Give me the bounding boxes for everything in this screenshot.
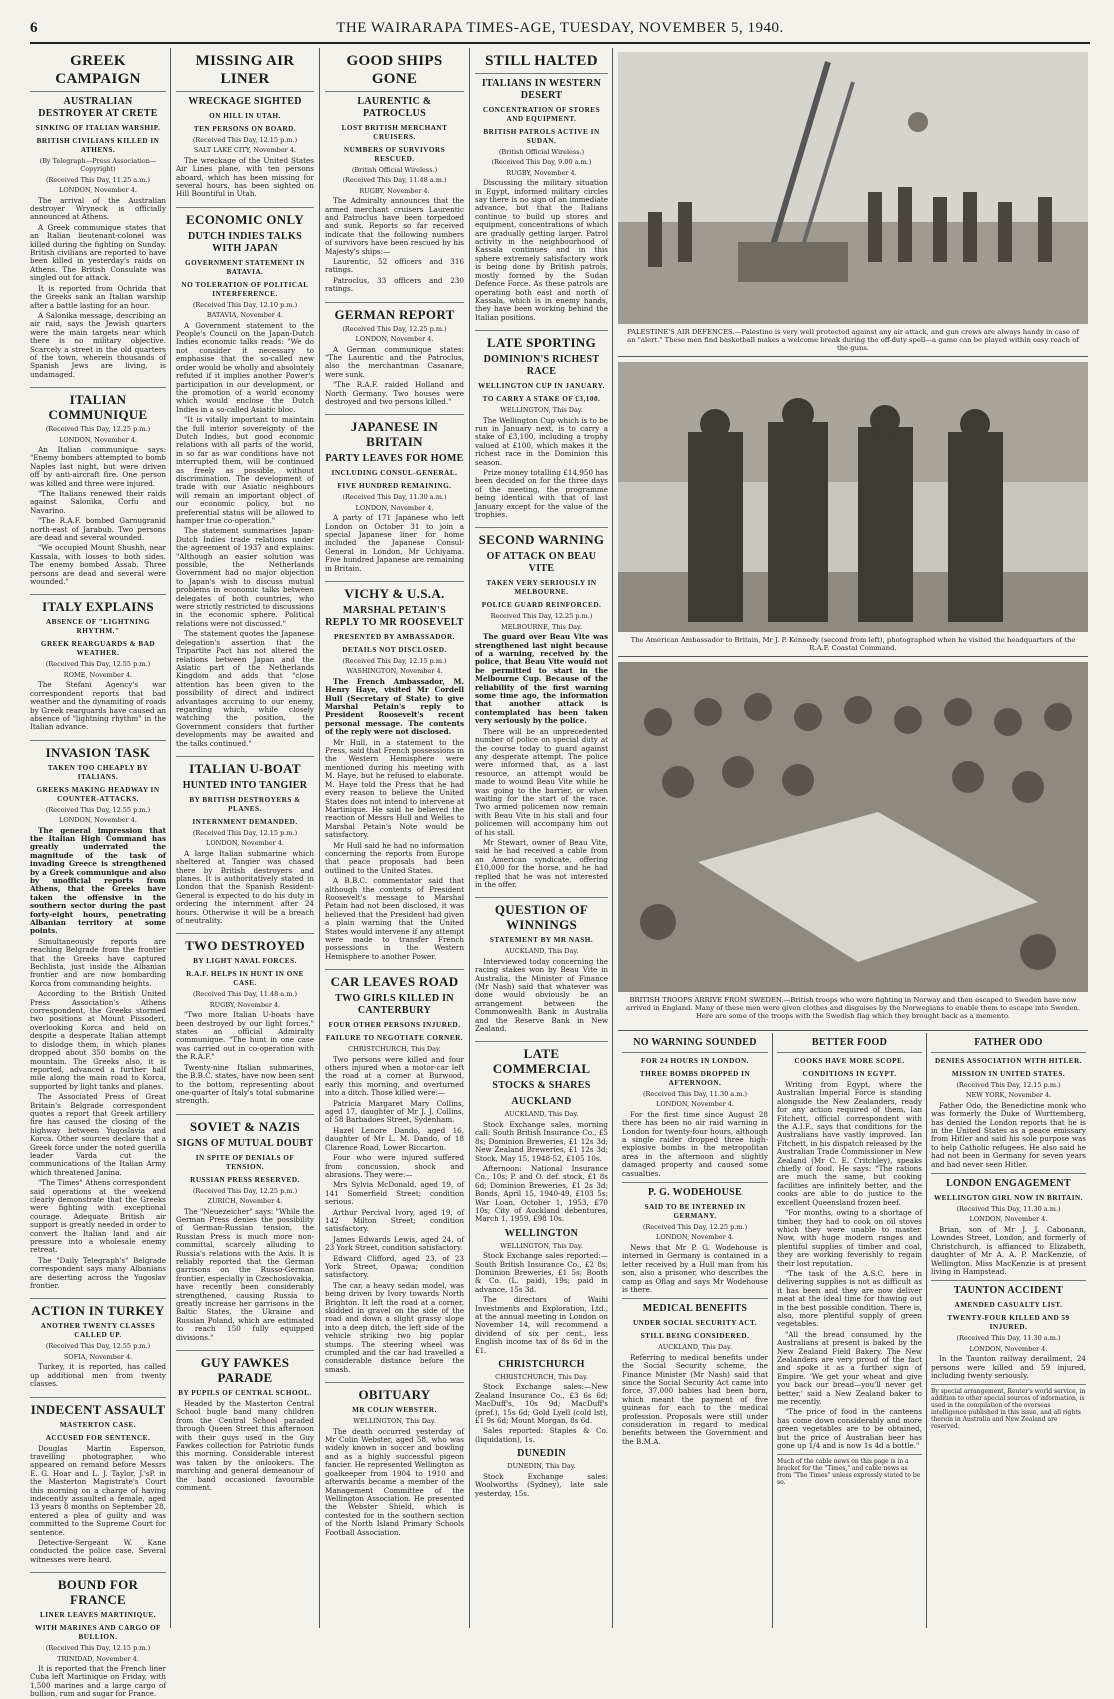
received-line: (Received This Day, 12.55 p.m.): [45, 805, 151, 814]
subheadline: FAILURE TO NEGOTIATE CORNER.: [325, 1034, 464, 1043]
subheadline: STOCKS & SHARES: [492, 1080, 591, 1092]
headline: GREEK CAMPAIGN: [30, 52, 166, 92]
subheadline: AMENDED CASUALTY LIST.: [954, 1301, 1063, 1310]
subheadline: TWENTY-FOUR KILLED AND 59 INJURED.: [947, 1314, 1070, 1332]
paragraph: Twenty-nine Italian submarines, the B.B.C. states, have now been sent to the bottom, representing about one-quarter of Italy's total submarine strength.: [176, 1062, 314, 1106]
headline: BOUND FOR FRANCE: [30, 1572, 166, 1607]
paragraph: Headed by the Masterton Central School bugle band many children from the Central School paraded through Queen Street this afternoon with their guys used in the Guy Fawkes collection for Patriotic funds this morning. Considerable interest was taken by the onlookers. The marching and general demeanour of the band occasioned favourable comment.: [176, 1399, 314, 1493]
subheadline: GREEK REARGUARDS & BAD WEATHER.: [40, 640, 156, 658]
paragraph: James Edwards Lewis, aged 24, of 23 York Street, condition satisfactory.: [325, 1234, 464, 1253]
photo-british-troops-image: [618, 662, 1088, 992]
paragraph: The "Daily Telegraph's" Belgrade correspondent says many Albanians are deserting across the Yugoslav frontier.: [30, 1255, 166, 1291]
headline: ITALIAN COMMUNIQUE: [30, 387, 166, 422]
subheadline: WITH MARINES AND CARGO OF BULLION.: [35, 1624, 161, 1642]
dateline: LONDON, November 4.: [656, 1100, 734, 1109]
subheadline: TWO GIRLS KILLED IN CANTERBURY: [335, 993, 454, 1017]
headline: LATE SPORTING: [475, 330, 608, 350]
paragraph: Father Odo, the Benedictine monk who was formerly the Duke of Wurttemberg, has denied the London reports that he is in the United States as a peace emissary from Hitler and said his sole purpose was to help Catholic refugees. He also said he had not been in Germany for seven years and had never seen Hitler.: [931, 1100, 1086, 1169]
dateline: RUGBY, November 4.: [506, 168, 577, 177]
paragraph: The directors of Waihi Investments and Exploration, Ltd., at the annual meeting in London on November 14, will recommend a dividend of six per cent., less English income tax of 8s 6d in the £1.: [475, 1295, 608, 1355]
received-line: (Received This Day, 11.48 a.m.): [193, 990, 297, 999]
received-line: (Received This Day, 12.15 p.m.): [956, 1081, 1061, 1089]
photo-british-troops-from-sweden: [618, 662, 1088, 992]
subheadline: SAID TO BE INTERNED IN GERMANY.: [644, 1203, 746, 1221]
headline: LATE COMMERCIAL: [475, 1041, 608, 1076]
page-number: 6: [30, 20, 38, 36]
column-father-odo: [931, 1033, 1086, 1623]
masthead: [30, 18, 1090, 44]
subheadline: WELLINGTON CUP IN JANUARY.: [478, 382, 605, 391]
paragraph: Mrs Sylvia McDonald, aged 19, of 141 Somerfield Street; condition serious.: [325, 1180, 464, 1207]
dateline: LONDON, November 4.: [969, 1344, 1048, 1353]
dateline: MELBOURNE, This Day.: [501, 622, 582, 631]
paragraph: Writing from Egypt, where the Australian Imperial Force is standing alongside the New Zealanders, ready for any action required of them, Ian Fitchett, official correspondent with the A.I.F., says that conditions for the Australians have vastly improved. Ian Fitchett, in his dispatch released by the Australian Trade Commissioner in New Zealand (Mr C. E. Critchley), speaks chiefly of food. He says: "The rations are much the same, but cooking facilities are infinitely better, and the cooks are able to do justice to the excellent Queensland frozen beef.: [777, 1080, 922, 1207]
dateline: RUGBY, November 4.: [209, 1000, 281, 1009]
subheadline: IN SPITE OF DENIALS OF TENSION.: [195, 1153, 295, 1171]
received-line: (Received This Day, 11.25 a.m.): [46, 175, 150, 184]
paragraph: A large Italian submarine which sheltered at Tangier was chased there by British destroyers and planes. It is authoritatively stated in London that the Spanish Resident-General is expected to do his duty in ordering the internment after 24 hours. Otherwise it will be a breach of neutrality.: [176, 848, 314, 926]
dateline: LONDON, November 4.: [969, 1215, 1048, 1224]
subheadline: NO TOLERATION OF POLITICAL INTERFERENCE.: [181, 280, 309, 298]
paragraph: It is reported from Ochrida that the Greeks sank an Italian warship after a battle lasting for an hour.: [30, 283, 166, 310]
subheadline: MASTERTON CASE.: [59, 1420, 137, 1429]
paragraph: Arthur Percival Ivory, aged 19, of 142 Milton Street; condition satisfactory.: [325, 1207, 464, 1234]
paragraph: A Salonika message, describing an air raid, says the Jewish quarters were the main targets near which there is no military objective. Scarcely a street in the old quarters of the town, wherein thousands of Spanish Jews are living, is undamaged.: [30, 310, 166, 379]
paragraph: Patricia Margaret Mary Collins, aged 17, daughter of Mr J. J. Collins, of 58 Barbadoes Street, Sydenham.: [325, 1098, 464, 1125]
paragraph: The wreckage of the United States Air Lines plane, with ten persons aboard, which has been missing for several hours, has been sighted on Hill Bountiful in Utah.: [176, 155, 314, 199]
paragraph: A B.B.C. commentator said that although the contents of President Roosevelt's message to Marshal Petain had not been disclosed, it was believed that the President had given a plain warning that the United States would intervene if any attempt were made to transfer French possessions in the Western Hemisphere to another Power.: [325, 876, 464, 961]
paragraph: Four who were injured suffered from concussion, shock and abrasions. They were:—: [325, 1153, 464, 1179]
paragraph: News that Mr P. G. Wodehouse is interned in Germany is contained in a letter received by a Hull man from his son, also a prisoner, who describes the camp as Oflag and says Mr Wodehouse is there.: [622, 1242, 768, 1294]
headline: INVASION TASK: [30, 740, 166, 760]
subheadline: LOST BRITISH MERCHANT CRUISERS.: [341, 124, 448, 141]
subheadline: ITALIANS IN WESTERN DESERT: [481, 78, 602, 101]
received-line: (Received This Day, 12.15 p.m.): [192, 136, 298, 144]
dateline: LONDON, November 4.: [355, 335, 434, 344]
paragraph: A German communique states: "The Laurentic and the Patroclus, also the merchantman Casanare, were sunk.: [325, 344, 464, 379]
subheadline: TEN PERSONS ON BOARD.: [193, 125, 297, 133]
received-line: (Received This Day, 12.55 p.m.): [45, 660, 151, 669]
headline: CAR LEAVES ROAD: [325, 969, 464, 989]
dateline: AUCKLAND, This Day.: [658, 1343, 732, 1352]
subheadline: BRITISH CIVILIANS KILLED IN ATHENS.: [36, 137, 160, 154]
subheadline: PARTY LEAVES FOR HOME: [325, 453, 464, 465]
column-rule: [170, 48, 171, 1628]
dateline: NEW YORK, November 4.: [965, 1091, 1052, 1100]
headline: FATHER ODO: [931, 1037, 1086, 1053]
headline: LONDON ENGAGEMENT: [931, 1173, 1086, 1190]
photo-american-ambassador: [618, 362, 1088, 632]
subheadline: DOMINION'S RICHEST RACE: [483, 354, 600, 378]
dateline: SALT LAKE CITY, November 4.: [193, 146, 297, 155]
paragraph: Hazel Lenore Dando, aged 16, daughter of Mr L. M. Dando, of 18 Clarence Road, Lower Riccarton.: [325, 1125, 464, 1152]
dateline: LONDON, November 4.: [59, 816, 137, 825]
paragraph: "The R.A.F. raided Holland and North Germany. Two houses were destroyed and two persons killed.": [325, 380, 464, 406]
subheadline: WRECKAGE SIGHTED: [188, 96, 302, 107]
credit-line: (British Official Wireless.): [351, 166, 438, 174]
paragraph: According to the British United Press Association's Athens correspondent, the Greeks stormed two positions at Mount Pissoderi, overlooking Korca and held on despite a desperate Italian attempt to dislodge them, in which planes dropped about 350 bombs on the mountain. The Greeks also, it is reported, advanced a further half mile along the main road to Korca, supported by light tanks and planes.: [30, 989, 166, 1091]
headline: SOVIET & NAZIS: [176, 1114, 314, 1134]
paragraph: Two persons were killed and four others injured when a motor-car left the road at a corner at Burwood, early this morning, and overturned into a ditch. Those killed were:—: [325, 1054, 464, 1098]
paragraph: "The R.A.F. bombed Garnugranid north-east of Jarabub. Two persons are dead and several wounded.: [30, 516, 166, 543]
column-no-warning-sounded: [622, 1033, 768, 1623]
subheadline: TAKEN TOO CHEAPLY BY ITALIANS.: [47, 763, 149, 781]
paragraph: An Italian communique says: "Enemy bombers attempted to bomb Naples last night, but were driven off by anti-aircraft fire. One person was killed and three were injured.: [30, 444, 166, 488]
subheadline: WELLINGTON GIRL NOW IN BRITAIN.: [933, 1194, 1084, 1203]
paragraph: "All the bread consumed by the Australians at present is baked by the New Zealand Field Bakery. The New Zealanders are very proud of the fact and spoke it as a further sign of Empire. 'We get your wheat and give you back our bread—you'll never get better,' said a New Zealand baker to me recently.: [777, 1329, 922, 1407]
subheadline: R.A.F. HELPS IN HUNT IN ONE CASE.: [186, 970, 304, 988]
paragraph: A Greek communique states that an Italian lieutenant-colonel was killed during the fighting on Sunday. British civilians are reported to have been killed in yesterday's raids on Athens. The British Consulate was singled out for attack.: [30, 222, 166, 283]
credit-line: (British Official Wireless.): [498, 148, 585, 156]
dateline: ROME, November 4.: [63, 670, 133, 679]
received-line: (Received This Day, 11.30 a.m.): [956, 1205, 1061, 1214]
column-greek-campaign: [30, 48, 166, 1699]
subheadline: DETAILS NOT DISCLOSED.: [342, 646, 447, 654]
subheadline: LAURENTIC & PATROCLUS: [357, 96, 432, 119]
subheadline: THREE BOMBS DROPPED IN AFTERNOON.: [639, 1070, 751, 1087]
paragraph: Interviewed today concerning the racing stakes won by Beau Vite in Australia, the Minister of Finance (Mr Nash) said that whatever was done would obviously be an arrangement between the Commonwealth Bank in Australia and the Reserve Bank in New Zealand.: [475, 956, 608, 1034]
paragraph: "For months, owing to a shortage of timber, they had to cook on oil stoves which they were unable to master. Now, with huge modern ranges and plentiful supplies of timber and coal, they are working feverishly to regain their lost reputation.: [777, 1208, 922, 1268]
paragraph: The Admiralty announces that the armed merchant cruisers Laurentic and Patroclus have been torpedoed and sunk. Reports so far received indicate that the following numbers of survivors have been rescued by his Majesty's ships:—: [325, 196, 464, 256]
received-line: (Received This Day, 9.00 a.m.): [491, 158, 592, 167]
paragraph: "The price of food in the canteens has come down considerably and more green vegetables are to be obtained, but the price of Australian beer has gone up 1/4 and is now 1s 4d a bottle.": [777, 1407, 922, 1451]
subheadline: DUTCH INDIES TALKS WITH JAPAN: [188, 230, 302, 254]
subheadline: CONCENTRATION OF STORES AND EQUIPMENT.: [482, 106, 601, 123]
headline: ACTION IN TURKEY: [30, 1298, 166, 1318]
received-line: Received This Day, 12.25 p.m.): [490, 612, 593, 621]
column-rule: [926, 1033, 927, 1628]
dateline: AUCKLAND, This Day.: [504, 947, 579, 956]
column-rule: [772, 1033, 773, 1628]
headline: SECOND WARNING: [475, 527, 608, 547]
paragraph: Stock Exchange sales, morning call: South British Insurance Co., £5 8s; Dominion Breweries, £1 12s 3d; New Zealand Breweries, £1 12s 3d; Stock, May 15, 1948-52, £105 10s.: [475, 1119, 608, 1163]
paragraph: It is reported that the French liner Cuba left Martinique on Friday, with 1,500 marines and a large cargo of bullion, rum and sugar for France.: [30, 1664, 166, 1699]
column-better-food: [777, 1033, 922, 1623]
subheadline: BY LIGHT NAVAL FORCES.: [193, 957, 297, 966]
subheadline: STILL BEING CONSIDERED.: [640, 1332, 750, 1341]
paragraph: There will be an unprecedented number of police on special duty at the course today to guard against any desperate attempt. The police were informed that, as a last resource, an attempt would be made to wound Beau Vite while he was going to the barrier, or when waiting for the start of the race. Two armed policemen now remain with Beau Vite in his stall and four policemen will accompany him out of his stall.: [475, 726, 608, 837]
headline: ITALIAN U-BOAT: [176, 756, 314, 776]
paragraph: Stock Exchange sales: Woolworths (Sydney), late sale yesterday, 15s.: [475, 1471, 608, 1498]
headline: VICHY & U.S.A.: [325, 581, 464, 601]
subheadline: SINKING OF ITALIAN WARSHIP.: [35, 124, 161, 132]
paragraph: "The Times" Athens correspondent said operations at the weekend clearly demonstrate that the Greeks were fighting with exceptional courage. Adequate British air support is greatly needed in order to convert the Italian land and air pressure into a wholesale enemy retreat.: [30, 1178, 166, 1255]
paragraph: The French Ambassador, M. Henry Haye, visited Mr Cordell Hull (Secretary of State) to give Marshal Petain's reply to President Roosevelt's recent personal message. The contents of the reply were not disclosed.: [325, 676, 464, 737]
dateline: RUGBY, November 4.: [359, 186, 430, 195]
column-missing-air-liner: [176, 48, 314, 1628]
headline: INDECENT ASSAULT: [30, 1397, 166, 1417]
paragraph: The arrival of the Australian destroyer Wryneck is officially announced at Athens.: [30, 195, 166, 222]
subheadline: SIGNS OF MUTUAL DOUBT: [176, 1137, 314, 1149]
headline: TWO DESTROYED: [176, 933, 314, 953]
subheadline: FOR 24 HOURS IN LONDON.: [641, 1057, 749, 1065]
dateline: LONDON, November 4.: [206, 839, 284, 848]
dateline: TRINIDAD, November 4.: [57, 1654, 139, 1663]
headline: MEDICAL BENEFITS: [622, 1298, 768, 1315]
section-divider: [618, 656, 1088, 657]
paragraph: "It is vitally important to maintain the full interior sovereignty of the Dutch Indies, but good economic relations with all parts of the world, in so far as war conditions have not interrupted them, will be continued as freely as possible, without discrimination. The development of trade with our Asiatic neighbours will remain an important object of our economic policy, but no preferential status will be allowed to hamper true co-operation.": [176, 415, 314, 525]
paragraph: Detective-Sergeant W. Kane conducted the police case. Several witnesses were heard.: [30, 1537, 166, 1564]
subheadline: UNDER SOCIAL SECURITY ACT.: [632, 1319, 758, 1328]
received-line: (Received This Day, 11.30 a.m.): [956, 1334, 1061, 1343]
received-line: (Received This Day, 12.15 p.m.): [45, 1644, 151, 1653]
paragraph: For the first time since August 28 there has been no air raid warning in London for twenty-four hours, although a single raider dropped three high-explosive bombs in the metropolitan area in the afternoon and slightly damaged property and caused some casualties.: [622, 1109, 768, 1178]
paragraph: The car, a heavy sedan model, was being driven by Ivory towards North Brighton. It left the road at a corner, skidded in gravel on the side of the road and down a slight grassy slope into a deep ditch, the left side of the vehicle striking two big poplar stumps. The steering wheel was crumpled and the car had travelled a considerable distance before the smash.: [325, 1280, 464, 1374]
received-line: (Received This Day, 12.25 p.m.): [342, 324, 447, 333]
paragraph: Discussing the military situation in Egypt, informed military circles say there is no sign of an immediate advance, but that the Italians continue to build up stores and equipment, concentrations of which are gradually getting larger. Patrol activity in the neighbourhood of Kassala continues and in this sphere extremely satisfactory work is being done by British patrols, mostly formed by the Sudan Defence Force. As these patrols are operating both east and north of Kassala, which is in enemy hands, they have been working behind the Italian positions.: [475, 178, 608, 322]
dateline: WELLINGTON, This Day.: [500, 1241, 583, 1250]
section-heading: AUCKLAND: [511, 1096, 572, 1108]
photo-anti-aircraft-gun-crew: [618, 52, 1088, 324]
received-line: (Received This Day, 12.25 p.m.): [642, 1223, 748, 1232]
subheadline: INCLUDING CONSUL-GENERAL.: [331, 469, 458, 478]
photo-caption: PALESTINE'S AIR DEFENCES.—Palestine is very well protected against any air attack, and gun crews are always handy in case of an "alert." These men find basketball makes a welcome break during the off-duty spell—a game can be played within easy reach of the guns.: [627, 328, 1079, 352]
paragraph: Brian, son of Mr J. J. Cabonann, Lowndes Street, London, and formerly of Christchurch, is affianced to Elizabeth, daughter of Mr A. A. P. MacKenzie, of Wellington. Miss MacKenzie is at present living in Hampstead.: [931, 1224, 1086, 1276]
headline: P. G. WODEHOUSE: [622, 1182, 768, 1199]
dateline: LONDON, November 4.: [656, 1233, 734, 1242]
headline: OBITUARY: [325, 1382, 464, 1402]
headline: MISSING AIR LINER: [176, 52, 314, 92]
column-good-ships-gone: [325, 48, 464, 1628]
subheadline: RUSSIAN PRESS RESERVED.: [190, 1175, 300, 1184]
paragraph: Stock Exchange sales:—New Zealand Insurance Co., £3 6s 6d; MacDuff's, 10s 9d; MacDuff's (pref.), 15s 6d; Gold Lyell (cold lst), £1 9s 6d; Mount Morgan, 8s 6d.: [475, 1382, 608, 1426]
subheadline: CONDITIONS IN EGYPT.: [802, 1070, 897, 1078]
column-still-halted: [475, 48, 608, 1628]
dateline: CHRISTCHURCH, This Day.: [495, 1373, 588, 1382]
headline: GERMAN REPORT: [325, 302, 464, 322]
paragraph: The death occurred yesterday of Mr Colin Webster, aged 58, who was widely known in soccer and bowling and as a highly successful pigeon fancier. He represented Wellington as goalkeeper from 1904 to 1910 and afterwards became a member of the Management Committee of the Wellington Association. He presented the Webster Shield, which is contested for in the southern section of the North Island Primary Schools Football Association.: [325, 1426, 464, 1537]
paragraph: The statement summarises Japan-Dutch Indies trade relations under the agreement of 1937 and explains: "Although an easier solution was possible, the Netherlands Government had no major objection to Japan's wish to discuss mutual problems in economic talks between delegates of both countries, who were strictly restricted to discussions in the economic sphere. Political relations were not discussed.": [176, 526, 314, 628]
masthead-title: THE WAIRARAPA TIMES-AGE, TUESDAY, NOVEMBER 5, 1940.: [336, 20, 784, 36]
paragraph: Prize money totalling £14,950 has been decided on for the three days of the meeting, the programme being identical with that of last January except for the value of the trophies.: [475, 467, 608, 519]
photo-anti-aircraft-gun-crew-image: [618, 52, 1088, 324]
received-line: (Received This Day, 11.30 a.m.): [643, 1090, 747, 1098]
dateline: LONDON, November 4.: [59, 186, 137, 195]
paragraph: The statement quotes the Japanese delegation's assertion that the Tripartite Pact has not altered the relations between Japan and the Asiatic part of the Netherlands Kingdom and adds that "close attention has been given to the possibility of direct and indirect advantages accruing to our enemy, regarding which, while closely watching the position, the Government considers that further developments may be awaited and the talks continued.": [176, 629, 314, 748]
paragraph: "We occupied Mount Shushh, near Kassala, with losses to both sides. The enemy bombed Assab. Three persons are dead and several were wounded.": [30, 543, 166, 587]
headline: STILL HALTED: [475, 52, 608, 74]
dateline: LONDON, November 4.: [355, 503, 434, 512]
paragraph: In the Taunton railway derailment, 24 persons were killed and 59 injured, including twenty seriously.: [931, 1354, 1086, 1380]
dateline: DUNEDIN, This Day.: [507, 1462, 576, 1471]
headline: BETTER FOOD: [777, 1037, 922, 1053]
subheadline: ON HILL IN UTAH.: [209, 112, 281, 120]
subheadline: ACCUSED FOR SENTENCE.: [45, 1433, 151, 1442]
section-heading: DUNEDIN: [517, 1448, 566, 1460]
subheadline: FIVE HUNDRED REMAINING.: [337, 482, 452, 491]
paragraph: The Stefani Agency's war correspondent reports that bad weather and the dynamiting of roads by Greek rearguards have caused an absence of "lightning rhythm" in the Italian advance.: [30, 680, 166, 732]
subheadline: ABSENCE OF "LIGHTNING RHYTHM.": [45, 618, 151, 636]
section-heading: WELLINGTON: [504, 1227, 579, 1239]
subheadline: TAKEN VERY SERIOUSLY IN MELBOURNE.: [486, 579, 597, 597]
headline: ECONOMIC ONLY: [176, 207, 314, 227]
dateline: WELLINGTON, This Day.: [353, 1417, 436, 1426]
paragraph: Simultaneously reports are reaching Belgrade from the frontier that the Greeks have captured Bechlista, just inside the Albanian frontier and are now bombarding Korca from commanding heights.: [30, 936, 166, 988]
subheadline: MARSHAL PETAIN'S REPLY TO MR ROOSEVELT: [325, 605, 464, 628]
subheadline: POLICE GUARD REINFORCED.: [481, 601, 602, 610]
paragraph: Patroclus, 33 officers and 230 ratings.: [325, 275, 464, 294]
headline: GOOD SHIPS GONE: [325, 52, 464, 92]
paragraph: The "Neuezeicher" says: "While the German Press denies the possibility of German-Russian tension, the Russian Press is much more non-committal, scarcely alluding to Russia's relations with the Axis. It is reliably reported that the German garrisons on the Russo-German frontier, especially in Czechoslovakia, have recently been considerably strengthened, causing Russia to greatly increase her garrisons in the Baltic States, the Ukraine and Russian Poland, which are estimated to reach 150 fully equipped divisions.": [176, 1206, 314, 1342]
credit-line: (By Telegraph—Press Association—Copyright): [39, 157, 157, 174]
paragraph: "Two more Italian U-boats have been destroyed by our light forces," states an official Admiralty communique. "The hunt in one case was carried out in co-operation with the R.A.F.": [176, 1010, 314, 1062]
section-divider: [618, 356, 1088, 357]
received-line: (Received This Day, 12.15 p.m.): [342, 657, 447, 665]
paragraph: Mr Hull, in a statement to the Press, said that French possessions in the Western Hemisphere were mentioned during his meeting with M. Haye, but he refused to elaborate. M. Haye told the Press that he had every reason to believe the United States does not intend to intervene at Martinique. He said he believed the reaction of Messrs Hull and Welles to Marshal Petain's Note would be satisfactory.: [325, 737, 464, 840]
subheadline: MISSION IN UNITED STATES.: [951, 1070, 1066, 1078]
received-line: (Received This Day, 12.55 p.m.): [45, 1342, 151, 1351]
subheadline: TO CARRY A STAKE OF £3,100.: [482, 395, 601, 404]
headline: TAUNTON ACCIDENT: [931, 1280, 1086, 1297]
subheadline: MR COLIN WEBSTER.: [352, 1406, 437, 1415]
subheadline: LINER LEAVES MARTINIQUE.: [39, 1611, 157, 1620]
received-line: (Received This Day, 12.25 p.m.): [45, 425, 151, 434]
received-line: (Received This Day, 11.48 a.m.): [342, 176, 447, 185]
headline: GUY FAWKES PARADE: [176, 1350, 314, 1385]
paragraph: Edward Clifford, aged 23, of 23 York Street, Opawa; condition satisfactory.: [325, 1253, 464, 1280]
subheadline: INTERNMENT DEMANDED.: [192, 817, 298, 826]
paragraph: Afternoon: National Insurance Co., 10s; P. and O. def. stock, £1 8s 6d; Dominion Breweries, £1 2s 3d; Bonds, April 15, 1940-49, £103 5s; War Loan, October 1, 1953, £70 10s; City of Auckland debentures, March 1, 1959, £98 10s.: [475, 1163, 608, 1224]
paragraph: Stock Exchange sales reported:—South British Insurance Co., £2 8s; Dominion Breweries, £1 5s; Booth & Co. (L. paid), 19s; paid in advance, 15s 3d.: [475, 1251, 608, 1294]
received-line: (Received This Day, 11.30 a.m.): [342, 493, 447, 502]
paragraph: Sales reported: Staples & Co. (liquidation), 1s.: [475, 1426, 608, 1444]
paragraph: Douglas Martin Esperson, travelling photographer, who appeared on remand before Messrs E. G. Hoar and L. J. Taylor, J.'sP. in the Masterton Magistrate's Court this morning on a charge of having indecently assaulted a female, aged 13 years 8 months on September 28, entered a plea of guilty and was committed to the Supreme Court for sentence.: [30, 1443, 166, 1537]
subheadline: HUNTED INTO TANGIER: [182, 779, 308, 791]
photo-caption: The American Ambassador to Britain, Mr J. P. Kennedy (second from left), photographed when he visited the headquarters of the R.A.F. Coastal Command.: [630, 636, 1076, 652]
dateline: CHRISTCHURCH, This Day.: [348, 1045, 441, 1054]
headline: NO WARNING SOUNDED: [622, 1037, 768, 1053]
paragraph: The Associated Press of Great Britain's Belgrade correspondent quotes a report that Greek artillery fire has caused the closing of the highway between Yugoslavia and Korca. Other sources declare that a Greek force under the noted guerilla leader Varda cut the communications of the Italian Army which threatened Janina.: [30, 1092, 166, 1177]
subheadline: DENIES ASSOCIATION WITH HITLER.: [934, 1057, 1083, 1065]
paragraph: "The task of the A.S.C. here in delivering supplies is not as difficult as it has been and they are now deliver meat at the ideal time for thawing out in the best possible condition. There is, also, more plentiful supply of green vegetables.: [777, 1268, 922, 1329]
subheadline: BRITISH PATROLS ACTIVE IN SUDAN.: [483, 128, 600, 145]
subheadline: STATEMENT BY MR NASH.: [489, 936, 594, 945]
section-divider: [618, 1030, 1088, 1031]
subheadline: NUMBERS OF SURVIVORS RESCUED.: [343, 146, 446, 163]
headline: JAPANESE IN BRITAIN: [325, 414, 464, 449]
paragraph: Mr Hull said he had no information concerning the reports from Europe that peace proposals had been outlined to the United States.: [325, 840, 464, 875]
dateline: BATAVIA, November 4.: [206, 311, 284, 320]
column-rule: [469, 48, 470, 1628]
dateline: ZURICH, November 4.: [207, 1197, 283, 1206]
paragraph: Referring to medical benefits under the Social Security scheme, the Finance Minister (Mr Nash) said that since the Social Security Act came into force, 37,000 babies had been born, which meant the payment of five guineas for each to the medical profession. Proposals were still under consideration in regard to medical benefits between the Government and the B.M.A.: [622, 1352, 768, 1446]
subheadline: GREEKS MAKING HEADWAY IN COUNTER-ATTACKS.: [36, 785, 160, 803]
received-line: (Received This Day, 12.25 p.m.): [192, 1186, 298, 1195]
footnote: Much of the cable news on this page is in a bracket for the "Times," and cable news as from "The Times" unless expressly stated to be so.: [777, 1454, 922, 1486]
received-line: (Received This Day, 12.15 p.m.): [192, 828, 298, 837]
section-heading: CHRISTCHURCH: [498, 1359, 585, 1371]
footnote: By special arrangement, Reuter's world service, in addition to other special sources of information, is used in the compilation of the overseas intelligence published in this issue, and all rights therein in Australia and New Zealand are reserved.: [931, 1384, 1086, 1430]
paragraph: The general impression that the Italian High Command has greatly underrated the magnitude of the task of invading Greece is strengthened by a Greek communique and also by unofficial reports from Athens, that the Greeks have taken the offensive in the southern sector during the past forty-eight hours, penetrating Albanian territory at some points.: [30, 825, 166, 936]
subheadline: PRESENTED BY AMBASSADOR.: [334, 633, 455, 641]
photo-caption: BRITISH TROOPS ARRIVE FROM SWEDEN.—British troops who were fighting in Norway and then escaped to Sweden have now arrived in England. Many of these men were given clothes and disguises by the Norwegians to enable them to escape into Sweden. Here are some of the troops with the Swedish flag which they brought back as a memento.: [626, 996, 1080, 1020]
paragraph: Laurentic, 52 officers and 316 ratings.: [325, 257, 464, 275]
subheadline: GOVERNMENT STATEMENT IN BATAVIA.: [185, 258, 305, 276]
paragraph: A Government statement to the People's Council on the Japan-Dutch Indies economic talks reads: "We do not consider it necessary to emphasise that the so-called new order would be wholly and absolutely refuted if it implies another Power's participation in our development, or the promotion of a world economy which would enclose the Dutch Indies in a so-called Asiatic bloc.: [176, 320, 314, 414]
column-rule: [319, 48, 320, 1628]
subheadline: OF ATTACK ON BEAU VITE: [486, 551, 597, 575]
paragraph: A party of 171 Japanese who left London on October 31 to join a special Japanese liner for home included the Japanese Consul-General in London, Mr Uchiyama. Five hundred Japanese are remaining in Britain.: [325, 513, 464, 573]
paragraph: The guard over Beau Vite was strengthened last night because of a warning, received by the police, that Beau Vite would not be permitted to start in the Melbourne Cup. Because of the reliability of the first warning some time ago, the information that another attack is contemplated has been taken very seriously by the police.: [475, 632, 608, 726]
paragraph: The Wellington Cup which is to be run in January next, is to carry a stake of £3,100, including a trophy valued at £100, which makes it the richest race in the Dominion this season.: [475, 415, 608, 467]
subheadline: COOKS HAVE MORE SCOPE.: [794, 1057, 905, 1065]
headline: ITALY EXPLAINS: [30, 594, 166, 614]
paragraph: Turkey, it is reported, has called up additional men from twenty classes.: [30, 1362, 166, 1389]
dateline: WELLINGTON, This Day.: [500, 406, 583, 415]
paragraph: "The Italians renewed their raids against Salonika, Corfu and Navarino.: [30, 489, 166, 515]
dateline: LONDON, November 4.: [59, 435, 137, 444]
subheadline: AUSTRALIAN DESTROYER AT CRETE: [38, 96, 158, 119]
dateline: AUCKLAND, This Day.: [504, 1110, 579, 1119]
dateline: SOFIA, November 4.: [63, 1352, 133, 1361]
column-rule: [612, 48, 613, 1628]
headline: QUESTION OF WINNINGS: [475, 897, 608, 932]
subheadline: FOUR OTHER PERSONS INJURED.: [328, 1021, 461, 1030]
subheadline: ANOTHER TWENTY CLASSES CALLED UP.: [40, 1322, 156, 1340]
dateline: WASHINGTON, November 4.: [346, 667, 443, 676]
paragraph: Mr Stewart, owner of Beau Vite, said he had received a cable from an American syndicate, offering £10,000 for the horse, and he had replied that he was not interested in the offer.: [475, 837, 608, 889]
subheadline: BY PUPILS OF CENTRAL SCHOOL.: [178, 1389, 312, 1398]
photo-american-ambassador-image: [618, 362, 1088, 632]
subheadline: BY BRITISH DESTROYERS & PLANES.: [189, 795, 301, 813]
received-line: (Received This Day, 12.10 p.m.): [192, 300, 298, 309]
